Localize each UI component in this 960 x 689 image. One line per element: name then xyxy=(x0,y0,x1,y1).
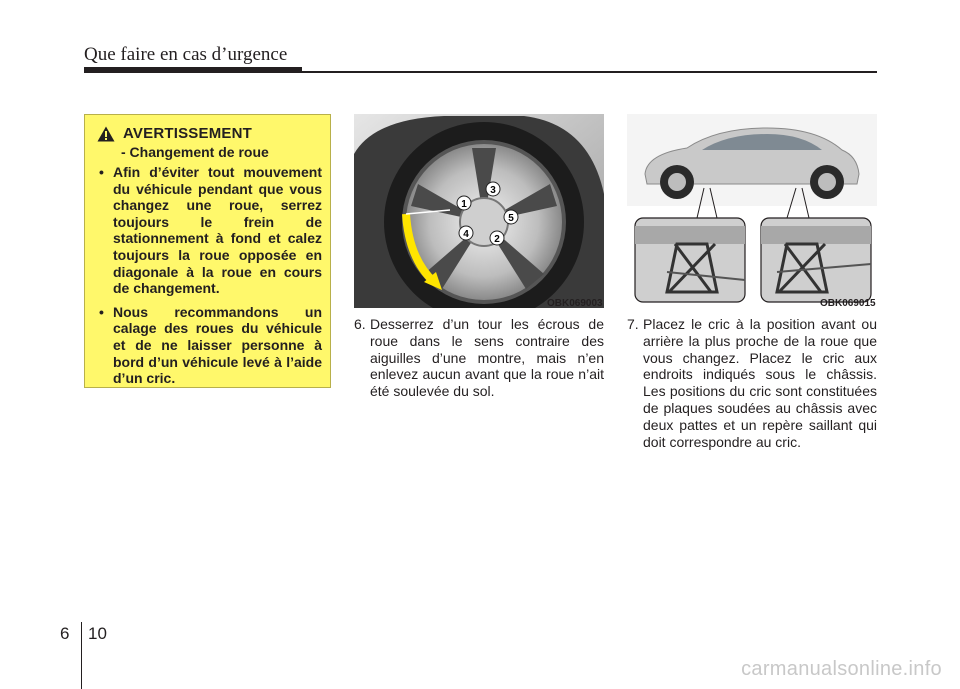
warning-item xyxy=(95,304,322,387)
step-text: Placez le cric à la position avant ou arrière la plus proche de la roue que vous changez. Placez le cric aux endroits indiqués sous le châssis. Les positions du cric sont constituées de plaques soudées au châssis avec deux pattes et un repère saillant qui doit correspondre au cric. xyxy=(643,316,877,450)
footer-page-number: 10 xyxy=(88,624,107,643)
jack-position-illustration xyxy=(627,114,877,308)
warning-title: AVERTISSEMENT xyxy=(123,125,253,142)
footer-divider xyxy=(81,622,82,689)
front-jack-detail xyxy=(635,218,745,302)
warning-box xyxy=(84,114,331,388)
bullet: • xyxy=(99,164,104,180)
step-number: 6. xyxy=(354,316,366,332)
watermark: carmanualsonline.info xyxy=(741,658,942,680)
bullet: • xyxy=(99,303,104,320)
nut-label-1: 1 xyxy=(461,199,467,210)
warning-item-text: Afin d’éviter tout mouvement du véhicule pendant que vous changez une roue, serrez toujours le frein de stationnement à fond et calez toujours la roue opposée en diagonale à la roue en cours de changement. xyxy=(113,164,322,297)
warning-triangle-icon xyxy=(97,126,115,142)
jack-illustration-svg xyxy=(627,114,877,308)
step-text: Desserrez d’un tour les écrous de roue dans le sens contraire des aiguilles d’une montre, mais n’en enlevez aucun avant que la roue n’ait été soulevée du sol. xyxy=(370,316,604,400)
nut-label-4: 4 xyxy=(463,229,469,240)
nut-label-5: 5 xyxy=(508,213,514,224)
footer-section-number: 6 xyxy=(60,624,70,643)
warning-title-row xyxy=(97,125,322,142)
page-header-title: Que faire en cas d’urgence xyxy=(84,44,288,65)
nut-label-2: 2 xyxy=(494,234,500,245)
step-7 xyxy=(627,316,877,450)
figure-code-jack: OBK069015 xyxy=(820,298,876,309)
step-number: 7. xyxy=(627,316,639,332)
warning-item-text: Nous recommandons un calage des roues du véhicule et de ne laisser personne à bord d’un véhicule levé à l’aide d’un cric. xyxy=(113,303,322,387)
figure-code-wheel: OBK069003 xyxy=(547,298,603,309)
rear-jack-detail xyxy=(761,218,871,302)
nut-label-3: 3 xyxy=(490,185,496,196)
warning-list xyxy=(95,164,322,387)
step-6 xyxy=(354,316,604,400)
warning-item xyxy=(95,164,322,297)
wheel-nut-illustration xyxy=(354,114,604,308)
warning-subtitle: - Changement de roue xyxy=(121,144,269,160)
header-rule-thin xyxy=(84,71,877,73)
wheel-illustration-svg xyxy=(354,114,604,308)
